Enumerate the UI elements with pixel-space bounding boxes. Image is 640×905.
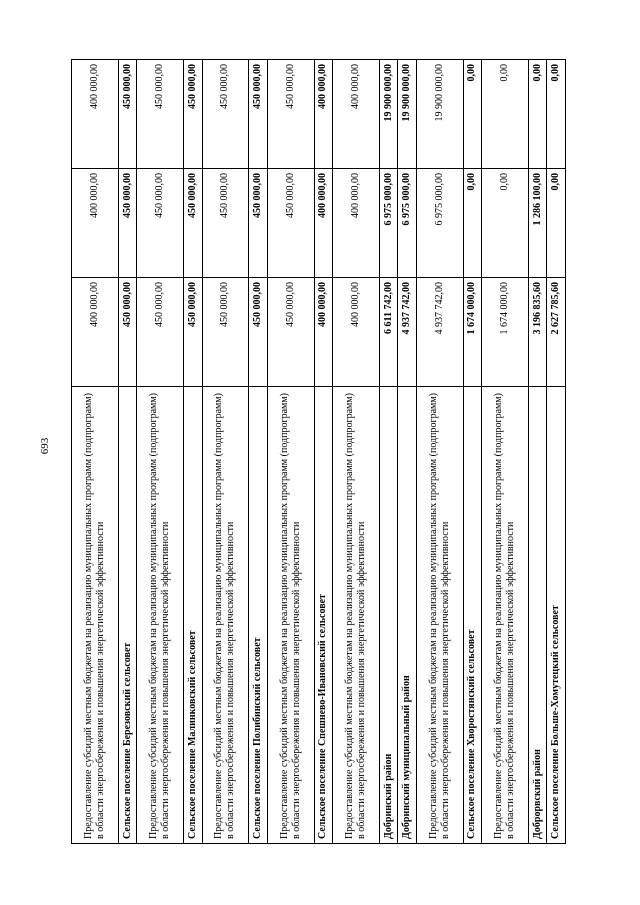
row-value-2-cell: 450 000,00 (267, 169, 314, 278)
row-name-cell: Предоставление субсидий местным бюджетам на реализацию муниципальных программ (подпрограмм) в области энергосбережения и повышения энергетической эффективности (137, 387, 184, 844)
row-value-3-cell: 19 900 000,00 (398, 60, 416, 169)
row-name-cell: Доброрвский район (528, 387, 546, 844)
row-value-3-cell: 0,00 (482, 60, 529, 169)
table-row (333, 60, 380, 844)
row-value-2-cell: 0,00 (463, 169, 481, 278)
row-value-3-cell: 19 900 000,00 (379, 60, 397, 169)
row-name-cell: Сельское поселение Березовский сельсовет (118, 387, 136, 844)
row-value-3-cell: 450 000,00 (137, 60, 184, 169)
row-value-3-cell: 0,00 (528, 60, 546, 169)
row-value-2-cell: 450 000,00 (249, 169, 267, 278)
row-value-2-cell: 6 975 000,00 (416, 169, 463, 278)
row-value-3-cell: 0,00 (547, 60, 566, 169)
row-value-3-cell: 450 000,00 (118, 60, 136, 169)
table-row (184, 60, 202, 844)
table-row (398, 60, 416, 844)
row-name-cell: Добринский район (379, 387, 397, 844)
row-value-2-cell: 0,00 (482, 169, 529, 278)
row-name-cell: Сельское поселение Больше-Хомутецкий сельсовет (547, 387, 566, 844)
row-value-3-cell: 0,00 (463, 60, 481, 169)
row-name-cell: Предоставление субсидий местным бюджетам на реализацию муниципальных программ (подпрограмм) в области энергосбережения и повышения энергетической эффективности (72, 387, 119, 844)
row-value-2-cell: 1 286 100,00 (528, 169, 546, 278)
row-name-cell: Сельское поселение Малинковский сельсовет (184, 387, 202, 844)
row-value-2-cell: 0,00 (547, 169, 566, 278)
row-name-cell: Предоставление субсидий местным бюджетам на реализацию муниципальных программ (подпрограмм) в области энергосбережения и повышения энергетической эффективности (202, 387, 249, 844)
table-row (482, 60, 529, 844)
rotated-page-content (71, 60, 566, 844)
row-value-1-cell: 1 674 000,00 (482, 278, 529, 387)
row-name-cell: Добринский муниципальный район (398, 387, 416, 844)
row-value-1-cell: 6 611 742,00 (379, 278, 397, 387)
page-number: 693 (39, 437, 51, 455)
table-row (463, 60, 481, 844)
table-row (249, 60, 267, 844)
row-value-1-cell: 450 000,00 (267, 278, 314, 387)
row-name-cell: Предоставление субсидий местным бюджетам на реализацию муниципальных программ (подпрограмм) в области энергосбережения и повышения энергетической эффективности (416, 387, 463, 844)
table-row (267, 60, 314, 844)
row-name-cell: Предоставление субсидий местным бюджетам на реализацию муниципальных программ (подпрограмм) в области энергосбережения и повышения энергетической эффективности (267, 387, 314, 844)
row-value-1-cell: 450 000,00 (137, 278, 184, 387)
row-value-3-cell: 450 000,00 (267, 60, 314, 169)
row-value-1-cell: 450 000,00 (184, 278, 202, 387)
row-value-2-cell: 400 000,00 (333, 169, 380, 278)
table-row (137, 60, 184, 844)
row-value-1-cell: 4 937 742,00 (398, 278, 416, 387)
row-value-3-cell: 400 000,00 (333, 60, 380, 169)
row-value-2-cell: 450 000,00 (118, 169, 136, 278)
table-row (202, 60, 249, 844)
table-row (528, 60, 546, 844)
subsidy-table (71, 59, 566, 844)
row-value-3-cell: 400 000,00 (72, 60, 119, 169)
row-value-1-cell: 400 000,00 (333, 278, 380, 387)
row-value-1-cell: 400 000,00 (314, 278, 332, 387)
row-value-1-cell: 450 000,00 (118, 278, 136, 387)
row-value-2-cell: 6 975 000,00 (398, 169, 416, 278)
row-name-cell: Предоставление субсидий местным бюджетам на реализацию муниципальных программ (подпрограмм) в области энергосбережения и повышения энергетической эффективности (333, 387, 380, 844)
table-row (314, 60, 332, 844)
table-row (547, 60, 566, 844)
row-value-2-cell: 450 000,00 (137, 169, 184, 278)
row-value-3-cell: 19 900 000,00 (416, 60, 463, 169)
row-name-cell: Сельское поселение Спешнево-Ивановский сельсовет (314, 387, 332, 844)
subsidy-table-body (72, 60, 566, 844)
table-row (118, 60, 136, 844)
row-name-cell: Сельское поселение Полибинский сельсовет (249, 387, 267, 844)
table-row (416, 60, 463, 844)
row-value-1-cell: 450 000,00 (249, 278, 267, 387)
row-name-cell: Предоставление субсидий местным бюджетам на реализацию муниципальных программ (подпрограмм) в области энергосбережения и повышения энергетической эффективности (482, 387, 529, 844)
row-value-3-cell: 450 000,00 (249, 60, 267, 169)
row-value-1-cell: 400 000,00 (72, 278, 119, 387)
row-value-1-cell: 450 000,00 (202, 278, 249, 387)
row-value-1-cell: 3 196 835,60 (528, 278, 546, 387)
row-value-1-cell: 2 627 785,60 (547, 278, 566, 387)
row-value-1-cell: 4 937 742,00 (416, 278, 463, 387)
row-value-2-cell: 450 000,00 (184, 169, 202, 278)
row-value-2-cell: 450 000,00 (202, 169, 249, 278)
row-value-1-cell: 1 674 000,00 (463, 278, 481, 387)
row-value-3-cell: 450 000,00 (184, 60, 202, 169)
table-row (72, 60, 119, 844)
row-value-3-cell: 400 000,00 (314, 60, 332, 169)
row-value-2-cell: 6 975 000,00 (379, 169, 397, 278)
row-value-2-cell: 400 000,00 (314, 169, 332, 278)
row-name-cell: Сельское поселение Хворостянский сельсовет (463, 387, 481, 844)
table-row (379, 60, 397, 844)
row-value-3-cell: 450 000,00 (202, 60, 249, 169)
row-value-2-cell: 400 000,00 (72, 169, 119, 278)
